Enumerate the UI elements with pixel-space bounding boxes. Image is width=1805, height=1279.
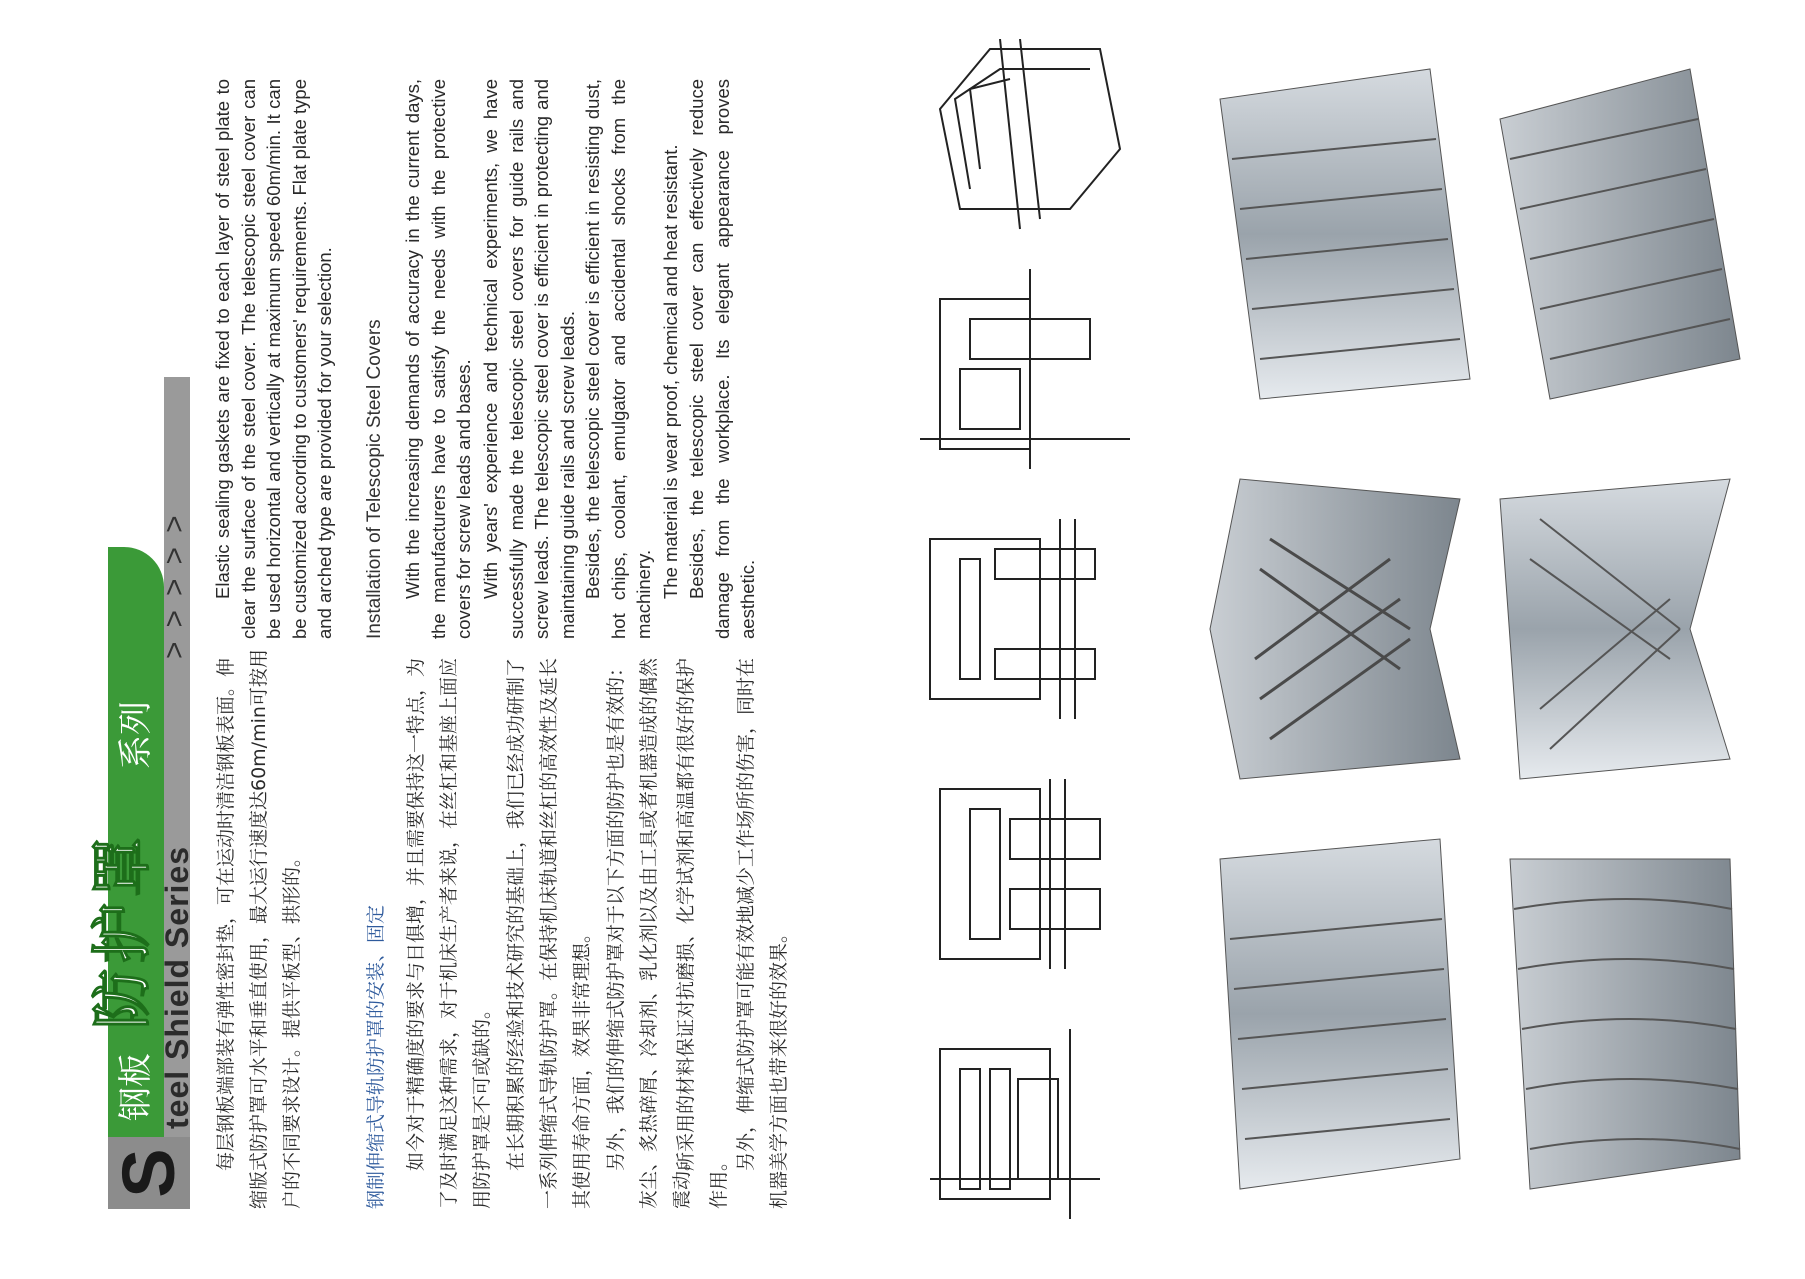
line-drawing-cover-4 <box>920 269 1130 469</box>
header-cn-suffix: 系列 <box>117 701 155 769</box>
header-s-block: S <box>108 1137 190 1209</box>
photo-v-cover-outside <box>1500 479 1730 779</box>
cn-intro: 每层钢板端部装有弹性密封垫，可在运动时清洁钢板表面。伸缩版式防护罩可水平和垂直使用，最大运行速度达60m/min可按用户的不同要求设计。提供平板型、拱形的。 <box>215 649 303 1209</box>
cn-paragraph-3: 另外，我们的伸缩式防护罩对于以下方面的防护也是有效的：灰尘、炙热碎屑、冷却剂、乳化剂以及由工具或者机器造成的偶然震动。 <box>605 657 693 1209</box>
line-drawing-cover-1 <box>930 1029 1100 1219</box>
photo-arched-cover <box>1510 859 1740 1189</box>
cn-paragraph-1: 如今对于精确度的要求与日俱增，并且需要保持这一特点，为了及时满足这种需求，对于机床生产者来说，在丝杠和基座上面应用防护罩是不可或缺的。 <box>405 657 493 1209</box>
photo-stepped-cover <box>1220 69 1470 399</box>
en-paragraph-5: Besides, the telescopic steel cover can effectively reduce damage from the workplace. Its elegant appearance proves aesthetic. <box>686 79 758 639</box>
cn-install-title: 钢制伸缩式导轨防护罩的安装、固定 <box>365 904 387 1209</box>
en-install-title: Installation of Telescopic Steel Covers <box>364 319 385 639</box>
cn-paragraph-4: 所采用的材料保证对抗磨损、化学试剂和高温都有很好的保护作用。 <box>675 657 730 1209</box>
header-cn-prefix: 钢板 <box>117 1053 155 1121</box>
photo-flat-cover <box>1220 839 1460 1189</box>
line-drawing-cover-2 <box>940 779 1100 969</box>
en-paragraph-1: With the increasing demands of accuracy in the current days, the manufacturers have to satisfy the needs with the protective covers for screw leads and bases. <box>402 79 474 639</box>
en-paragraph-3: Besides, the telescopic steel cover is efficient in resisting dust, hot chips, coolant, emulgator and accidental shocks from the machinery. <box>582 79 654 639</box>
line-drawings-row <box>900 39 1180 1219</box>
photo-v-cover-inside <box>1210 479 1460 779</box>
line-drawing-cover-3 <box>930 519 1095 719</box>
cn-paragraph-5: 另外，伸缩式防护罩可能有效地减少工作场所的伤害，同时在机器美学方面也带来很好的效果。 <box>735 657 790 1209</box>
cn-paragraph-2: 在长期积累的经验和技术研究的基础上，我们已经成功研制了一系列伸缩式导轨防护罩。在保持机床轨道和丝杠的高效性及延长其使用寿命方面，效果非常理想。 <box>505 657 593 1209</box>
en-paragraph-4: The material is wear proof, chemical and heat resistant. <box>660 144 681 599</box>
header-arrows: >>>>> <box>158 501 191 659</box>
line-drawing-cover-5 <box>940 39 1120 229</box>
en-intro: Elastic sealing gaskets are fixed to each layer of steel plate to clear the surface of the steel cover. The telescopic steel cover can be used horizontal and vertically at maximum speed 60m/min. It can be customized according to customers' requirements. Flat plate type and arched type are provided for your selection. <box>212 79 335 639</box>
photo-grid <box>1200 39 1760 1219</box>
header-cn-title: 防护罩 <box>89 831 156 1029</box>
header-en-title: teel Shield Series <box>159 845 195 1129</box>
en-paragraph-2: With years' experience and technical experiments, we have successfully made the telescopic steel covers for guide rails and screw leads. The telescopic steel cover is efficient in protecting and maintaining guide rails and screw leads. <box>480 79 578 639</box>
photo-tilted-cover <box>1500 69 1740 399</box>
